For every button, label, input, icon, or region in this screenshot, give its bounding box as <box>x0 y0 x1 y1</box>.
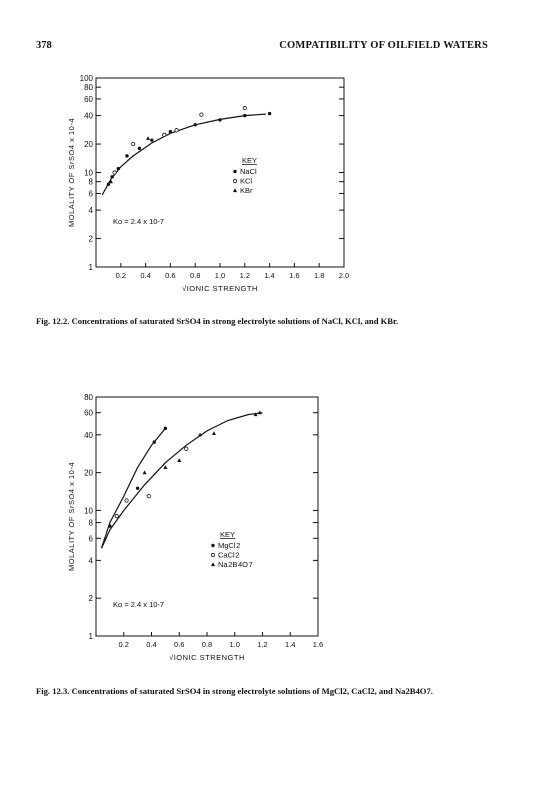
y-tick-label: 40 <box>84 430 93 440</box>
legend-label-kbr: KBr <box>240 186 253 195</box>
data-point-nacl <box>150 138 153 141</box>
running-title: COMPATIBILITY OF OILFIELD WATERS <box>279 40 488 51</box>
data-point-nacl <box>117 167 120 170</box>
x-axis-label: √IONIC STRENGTH <box>182 284 258 293</box>
figure-caption-12-3: Fig. 12.3. Concentrations of saturated SrSO4 in strong electrolyte solutions of MgCl2, CaCl2, and Na2B4O7. <box>36 686 433 696</box>
fit-curve-1 <box>102 428 166 548</box>
ko-label: Ko = 2.4 x 10-7 <box>113 217 165 226</box>
data-point-cacl2 <box>115 514 118 517</box>
x-tick-label: 2.0 <box>338 271 350 280</box>
y-axis-label: MOLALITY OF SrSO4 x 10-4 <box>67 118 76 227</box>
y-tick-label: 6 <box>88 189 93 199</box>
data-point-kcl <box>113 171 116 174</box>
data-point-nacl <box>194 123 197 126</box>
data-point-na2b4o7 <box>143 470 147 474</box>
data-point-nacl <box>268 112 271 115</box>
y-tick-label: 80 <box>84 393 93 402</box>
y-tick-label: 4 <box>88 556 93 566</box>
data-point-nacl <box>125 154 128 157</box>
y-tick-label: 20 <box>84 140 93 150</box>
page-number: 378 <box>36 40 52 51</box>
y-tick-label: 1 <box>88 632 93 641</box>
legend-title: KEY <box>220 530 236 539</box>
data-point-kcl <box>243 106 246 109</box>
x-tick-label: 1.2 <box>239 271 251 280</box>
data-point-mgcl2 <box>164 427 167 430</box>
y-tick-label: 80 <box>84 83 93 93</box>
legend-marker-kcl <box>233 179 236 182</box>
x-tick-label: 0.6 <box>174 640 185 649</box>
y-tick-label: 1 <box>88 263 93 272</box>
y-tick-label: 8 <box>88 518 93 528</box>
x-tick-label: 1.6 <box>312 640 324 649</box>
y-tick-label: 6 <box>88 534 93 544</box>
data-point-mgcl2 <box>108 524 111 527</box>
x-axis-label: √IONIC STRENGTH <box>169 653 245 662</box>
y-tick-label: 10 <box>84 168 93 178</box>
y-tick-label: 2 <box>88 234 93 244</box>
x-tick-label: 0.8 <box>189 271 201 280</box>
legend-marker-kbr <box>233 188 237 192</box>
legend-label-na2b4o7: Na 2B 4O 7 <box>218 560 253 569</box>
x-tick-label: 1.0 <box>229 640 240 649</box>
figure-caption-12-2: Fig. 12.2. Concentrations of saturated SrSO4 in strong electrolyte solutions of NaCl, KCl, and KBr. <box>36 316 399 326</box>
chart-figure-12-2 <box>0 70 546 310</box>
data-point-mgcl2 <box>136 487 139 490</box>
data-point-na2b4o7 <box>177 458 181 462</box>
x-tick-label: 0.8 <box>201 640 213 649</box>
y-tick-label: 60 <box>84 94 93 104</box>
x-tick-label: 1.8 <box>313 271 325 280</box>
legend-label-mgcl2: MgCl 2 <box>218 541 241 550</box>
data-point-nacl <box>218 118 221 121</box>
y-tick-label: 20 <box>84 468 93 478</box>
y-tick-label: 10 <box>84 506 93 516</box>
x-tick-label: 1.0 <box>214 271 226 280</box>
data-point-cacl2 <box>184 447 187 450</box>
data-point-nacl <box>243 114 246 117</box>
y-tick-label: 4 <box>88 206 93 216</box>
y-axis-label: MOLALITY OF SrSO4 x 10-4 <box>67 462 76 571</box>
data-point-na2b4o7 <box>212 431 216 435</box>
fit-curve-2 <box>102 413 263 549</box>
legend-marker-nacl <box>233 170 236 173</box>
plot-frame <box>96 78 344 267</box>
legend-marker-mgcl2 <box>211 544 214 547</box>
x-tick-label: 1.6 <box>289 271 300 280</box>
x-tick-label: 1.2 <box>257 640 268 649</box>
data-point-cacl2 <box>125 499 128 502</box>
x-tick-label: 0.6 <box>165 271 176 280</box>
legend-label-nacl: NaCl <box>240 167 257 176</box>
data-point-na2b4o7 <box>163 465 167 469</box>
data-point-nacl <box>138 147 141 150</box>
x-tick-label: 1.4 <box>285 640 296 649</box>
legend-label-cacl2: CaCl 2 <box>218 550 240 560</box>
data-point-kcl <box>200 113 203 116</box>
data-point-kcl <box>175 129 178 132</box>
x-tick-label: 0.4 <box>146 640 157 649</box>
legend-marker-cacl2 <box>211 553 214 556</box>
y-tick-label: 8 <box>88 177 93 187</box>
legend-label-kcl: KCl <box>240 176 253 186</box>
y-tick-label: 100 <box>79 74 93 83</box>
x-tick-label: 0.4 <box>140 271 151 280</box>
y-tick-label: 60 <box>84 408 93 418</box>
y-tick-label: 2 <box>88 594 93 604</box>
ko-label: Ko = 2.4 x 10-7 <box>113 600 165 609</box>
x-tick-label: 1.4 <box>264 271 275 280</box>
chart-figure-12-3 <box>0 390 546 670</box>
data-point-kcl <box>163 133 166 136</box>
x-tick-label: 0.2 <box>115 271 127 280</box>
data-point-mgcl2 <box>153 440 156 443</box>
data-point-cacl2 <box>147 494 150 497</box>
data-point-nacl <box>110 175 113 178</box>
y-tick-label: 40 <box>84 111 93 121</box>
data-point-kbr <box>146 136 150 140</box>
legend-marker-na2b4o7 <box>211 562 215 566</box>
data-point-kcl <box>132 142 135 145</box>
legend-title: KEY <box>242 156 258 165</box>
x-tick-label: 0.2 <box>118 640 129 649</box>
data-point-nacl <box>169 130 172 133</box>
